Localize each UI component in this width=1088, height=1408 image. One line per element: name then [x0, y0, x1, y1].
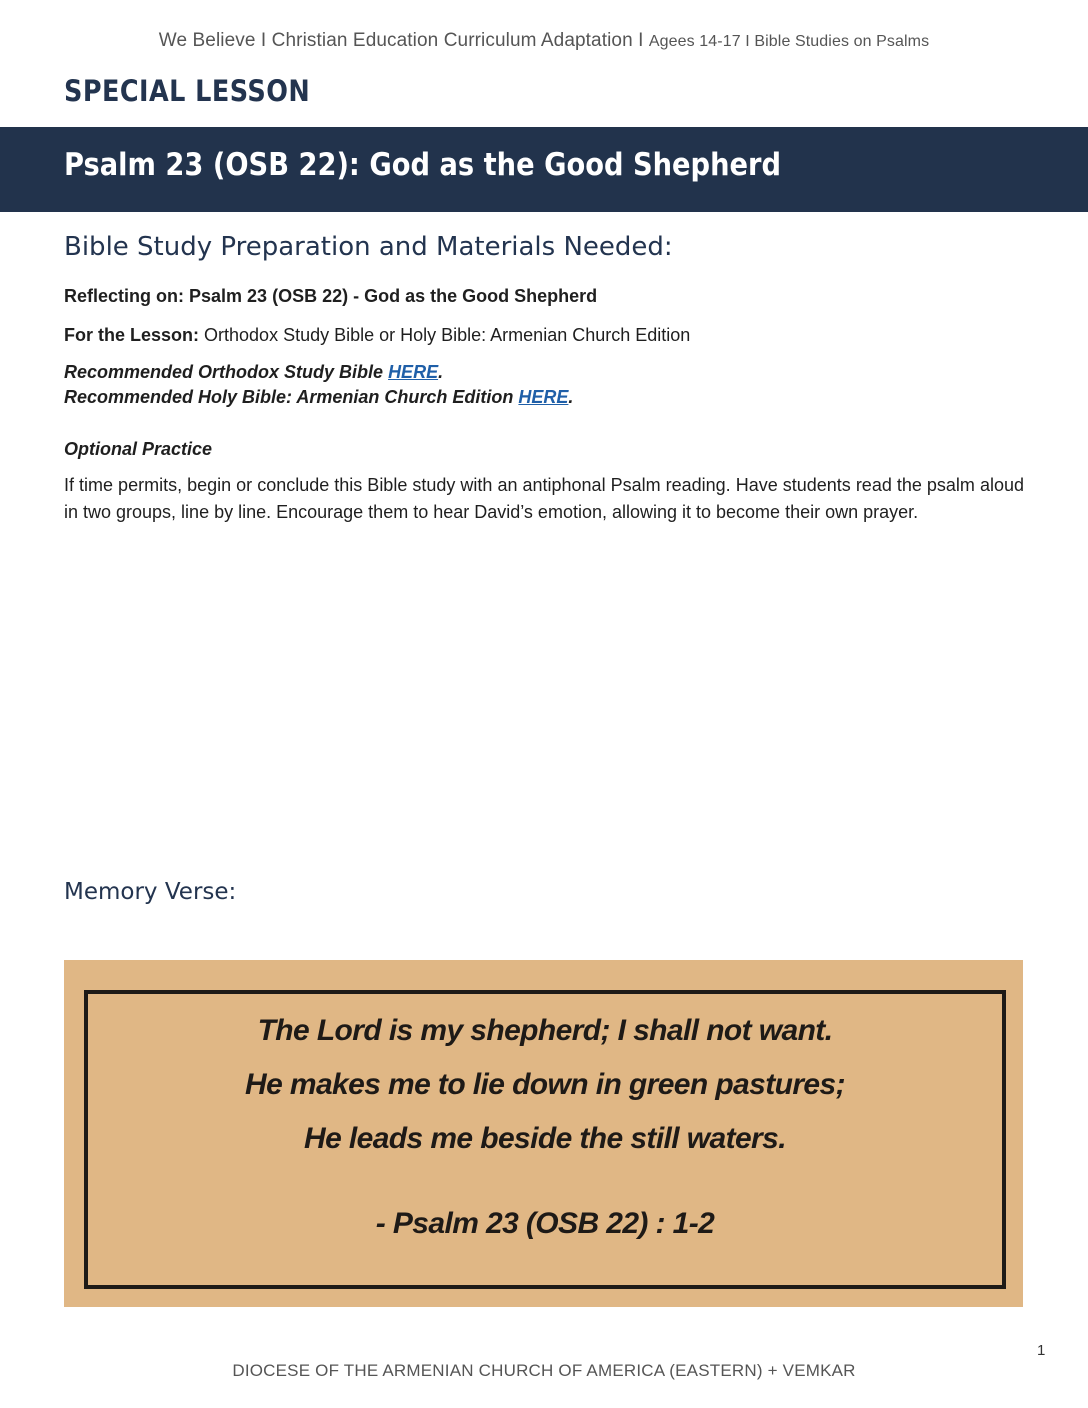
verse-citation: - Psalm 23 (OSB 22) : 1-2	[375, 1207, 715, 1240]
verse-line-3: He leads me beside the still waters.	[304, 1122, 786, 1155]
lesson-materials-label: For the Lesson:	[64, 325, 200, 345]
lesson-title: Psalm 23 (OSB 22): God as the Good Shepherd	[64, 147, 781, 183]
lesson-materials-value: Orthodox Study Bible or Holy Bible: Armenian Church Edition	[204, 325, 691, 345]
lesson-materials-line	[64, 325, 690, 346]
running-header-title: We Believe I Christian Education Curriculum Adaptation I	[158, 30, 644, 51]
preparation-heading: Bible Study Preparation and Materials Needed:	[64, 232, 673, 262]
memory-verse-frame	[84, 990, 1006, 1289]
recommended-osb-text: Recommended Orthodox Study Bible	[64, 362, 384, 382]
recommended-armenian-line	[64, 387, 573, 408]
recommended-armenian-text: Recommended Holy Bible: Armenian Church Edition	[64, 387, 514, 407]
verse-line-2: He makes me to lie down in green pastures;	[245, 1068, 845, 1101]
recommended-armenian-suffix: .	[568, 387, 574, 407]
recommended-osb-link[interactable]: HERE	[388, 362, 439, 382]
recommended-armenian-link[interactable]: HERE	[518, 387, 569, 407]
page-number: 1	[1037, 1342, 1046, 1359]
reflecting-label: Reflecting on:	[64, 286, 184, 306]
title-band	[0, 127, 1088, 212]
reflecting-value: Psalm 23 (OSB 22) - God as the Good Shepherd	[189, 286, 598, 306]
memory-verse-heading: Memory Verse:	[64, 879, 237, 905]
lesson-kicker: SPECIAL LESSON	[64, 74, 311, 108]
reflecting-line	[64, 286, 597, 307]
recommended-osb-suffix: .	[438, 362, 444, 382]
memory-verse-box	[64, 960, 1023, 1307]
optional-practice-heading: Optional Practice	[64, 439, 213, 459]
optional-practice-text: If time permits, begin or conclude this Bible study with an antiphonal Psalm reading. Have students read the psalm aloud in two groups, line by line. Encourage them to hear David’s emotion, allowing it to become their own prayer.	[64, 475, 1024, 522]
running-header-subtitle: Agees 14-17 I Bible Studies on Psalms	[648, 33, 930, 50]
verse-line-1: The Lord is my shepherd; I shall not want.	[257, 1014, 833, 1047]
running-header	[0, 30, 1088, 52]
footer-text: DIOCESE OF THE ARMENIAN CHURCH OF AMERICA (EASTERN) + VEMKAR	[232, 1361, 856, 1380]
recommended-osb-line	[64, 362, 443, 383]
